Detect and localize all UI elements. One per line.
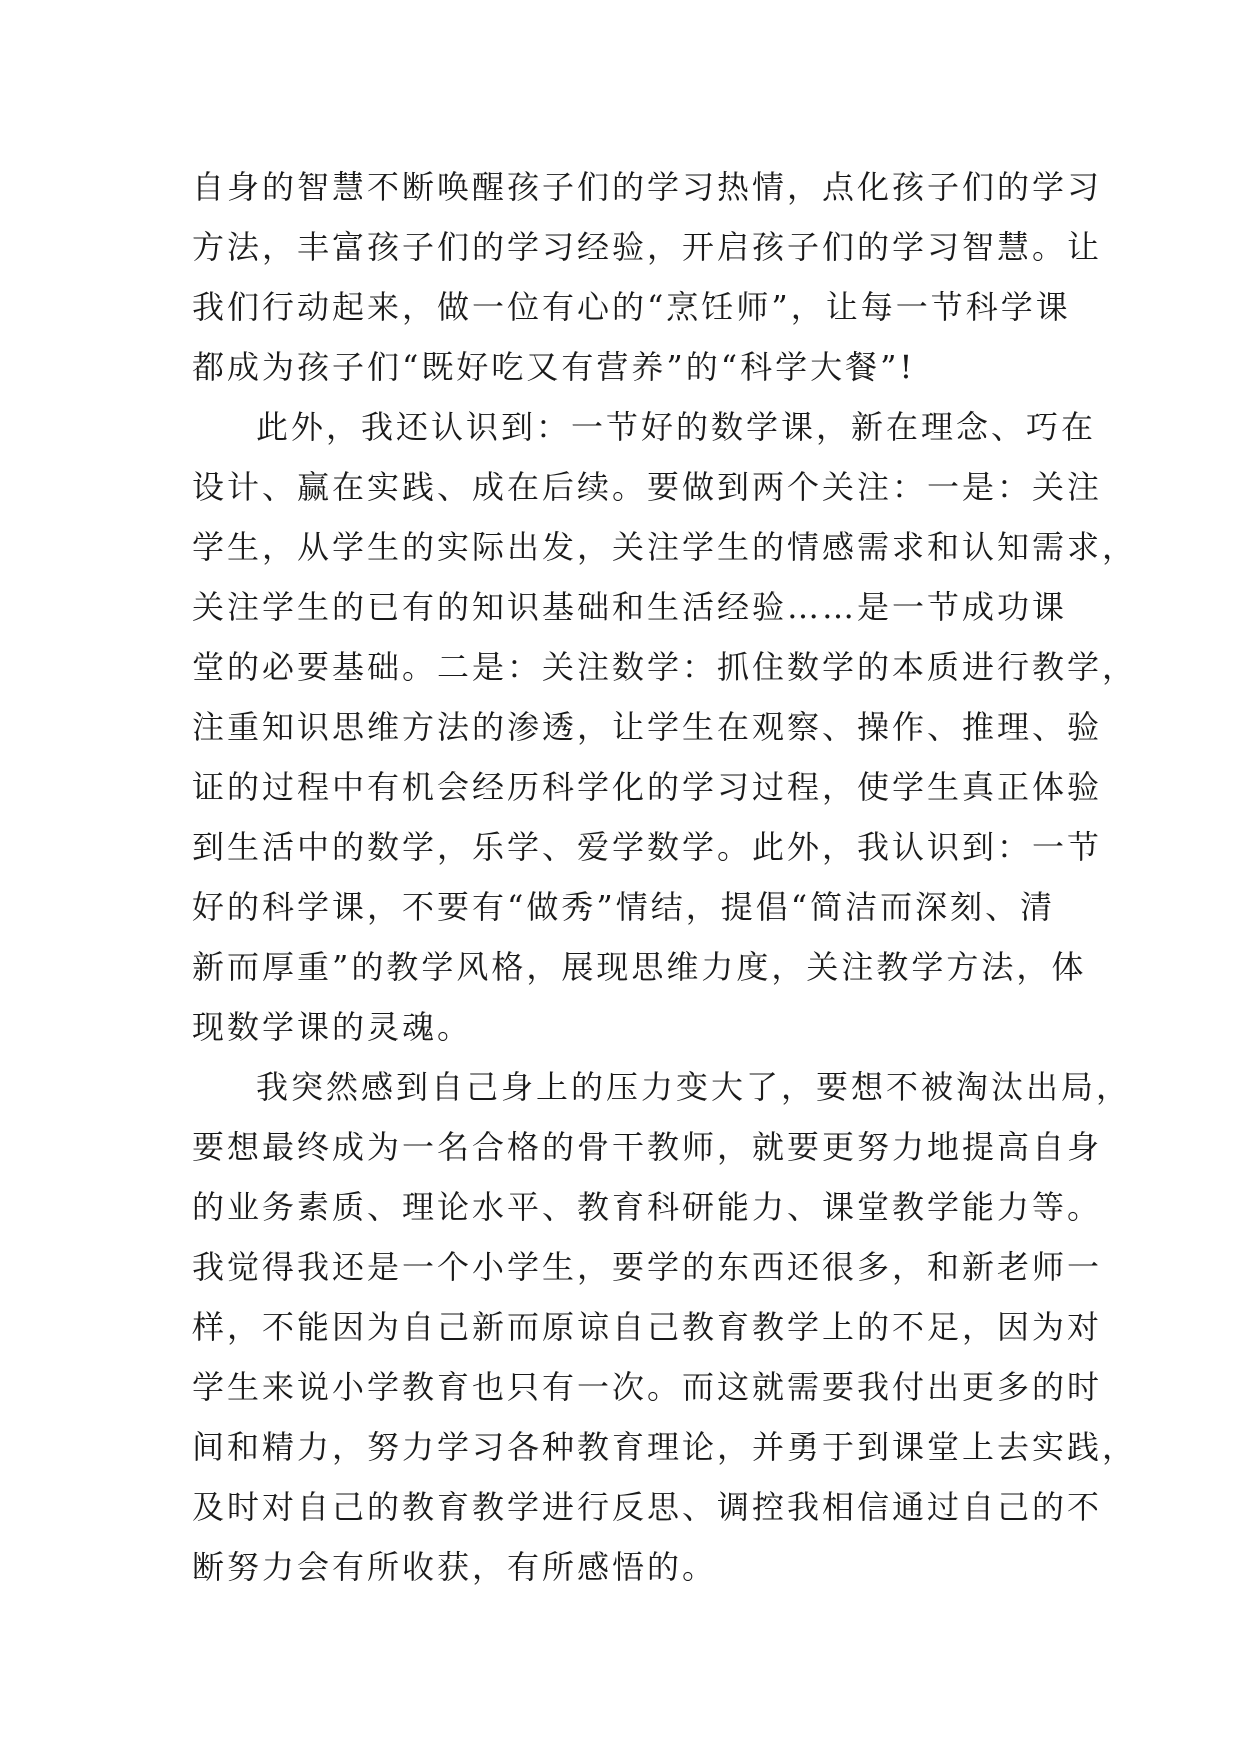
paragraph-2-line-10: 新而厚重”的教学风格，展现思维力度，关注教学方法，体: [192, 948, 1087, 986]
paragraph-3-line-9: 断努力会有所收获，有所感悟的。: [192, 1548, 718, 1586]
paragraph-3-line-4: 我觉得我还是一个小学生，要学的东西还很多，和新老师一: [192, 1248, 1103, 1286]
paragraph-2-line-7: 证的过程中有机会经历科学化的学习过程，使学生真正体验: [192, 768, 1103, 806]
paragraph-1-line-2: 方法，丰富孩子们的学习经验，开启孩子们的学习智慧。让: [192, 228, 1103, 266]
paragraph-3-line-6: 学生来说小学教育也只有一次。而这就需要我付出更多的时: [192, 1368, 1103, 1406]
paragraph-3-line-2: 要想最终成为一名合格的骨干教师，就要更努力地提高自身: [192, 1128, 1103, 1166]
paragraph-2-line-11: 现数学课的灵魂。: [192, 1008, 473, 1046]
paragraph-3-line-5: 样，不能因为自己新而原谅自己教育教学上的不足，因为对: [192, 1308, 1103, 1346]
paragraph-3-line-1: 我突然感到自己身上的压力变大了，要想不被淘汰出局，: [256, 1068, 1132, 1106]
paragraph-1-line-3: 我们行动起来，做一位有心的“烹饪师”，让每一节科学课: [192, 288, 1071, 326]
paragraph-2-line-3: 学生，从学生的实际出发，关注学生的情感需求和认知需求，: [192, 528, 1138, 566]
paragraph-3-line-3: 的业务素质、理论水平、教育科研能力、课堂教学能力等。: [192, 1188, 1103, 1226]
paragraph-3-line-7: 间和精力，努力学习各种教育理论，并勇于到课堂上去实践，: [192, 1428, 1138, 1466]
paragraph-1-line-4: 都成为孩子们“既好吃又有营养”的“科学大餐”!: [192, 348, 916, 386]
body-text: [192, 157, 1138, 1597]
paragraph-2-line-8: 到生活中的数学，乐学、爱学数学。此外，我认识到：一节: [192, 828, 1103, 866]
paragraph-2-line-1: 此外，我还认识到：一节好的数学课，新在理念、巧在: [256, 408, 1097, 446]
paragraph-2-line-5: 堂的必要基础。二是：关注数学：抓住数学的本质进行教学，: [192, 648, 1138, 686]
paragraph-2-line-2: 设计、赢在实践、成在后续。要做到两个关注：一是：关注: [192, 468, 1103, 506]
paragraph-2-line-4: 关注学生的已有的知识基础和生活经验……是一节成功课: [192, 588, 1068, 626]
paragraph-1-line-1: 自身的智慧不断唤醒孩子们的学习热情，点化孩子们的学习: [192, 168, 1103, 206]
paragraph-3-line-8: 及时对自己的教育教学进行反思、调控我相信通过自己的不: [192, 1488, 1103, 1526]
paragraph-2-line-6: 注重知识思维方法的渗透，让学生在观察、操作、推理、验: [192, 708, 1103, 746]
paragraph-2-line-9: 好的科学课，不要有“做秀”情结，提倡“简洁而深刻、清: [192, 888, 1056, 926]
